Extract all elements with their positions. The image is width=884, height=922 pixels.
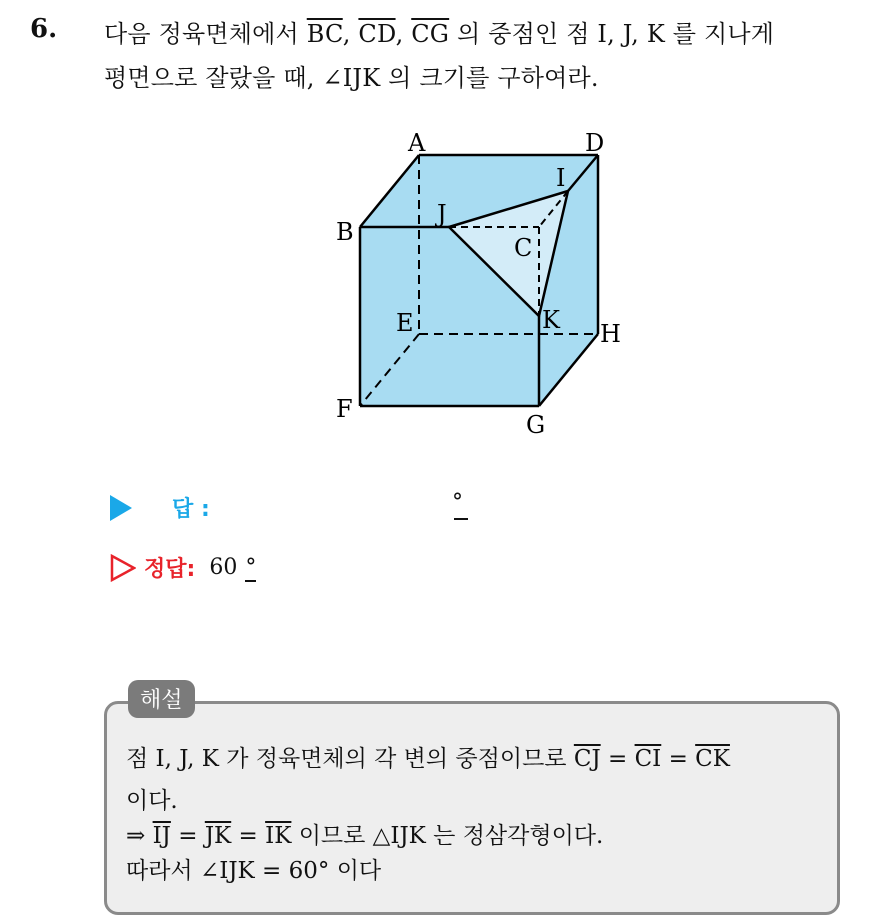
solution-line-3: ⇒ $\overline{IJ} = \overline{JK} = \overline{IK}$ 이므로 △IJK 는 정삼각형이다.	[126, 823, 604, 849]
solution-line-1: 점 I, J, K 가 정육면체의 각 변의 중점이므로 $\overline{CJ} = \overline{CI} = \overline{CK}$	[126, 746, 730, 772]
segment-cg: $\overline{CG}$	[411, 20, 450, 48]
answer-blank-underline	[454, 518, 468, 520]
label-e: E	[396, 309, 414, 337]
answer-label: 답 :	[172, 497, 210, 522]
correct-answer-row	[110, 552, 256, 583]
label-d: D	[585, 129, 605, 157]
question-line-2: 평면으로 잘랐을 때, ∠IJK 의 크기를 구하여라.	[104, 64, 599, 92]
question-line-1: 다음 정육면체에서 $\overline{BC}$, $\overline{CD}$, $\overline{CG}$ 의 중점인 점 I, J, K 를 지나게	[104, 20, 775, 48]
answer-row	[110, 492, 210, 523]
label-g: G	[526, 411, 546, 439]
play-filled-icon	[110, 495, 132, 521]
label-f: F	[336, 395, 353, 423]
label-c: C	[514, 234, 533, 262]
answer-unit: °	[452, 490, 463, 515]
label-i: I	[556, 164, 566, 192]
play-outline-icon	[110, 554, 136, 582]
label-h: H	[600, 320, 621, 348]
question-number: 6.	[30, 14, 58, 44]
cube-figure	[330, 125, 650, 445]
segment-cd: $\overline{CD}$	[358, 20, 396, 48]
label-a: A	[408, 129, 426, 157]
solution-line-4: 따라서 ∠IJK = 60° 이다	[126, 858, 382, 884]
solution-line-2: 이다.	[126, 788, 178, 814]
correct-answer-unit: °	[245, 555, 257, 580]
label-k: K	[542, 306, 560, 334]
segment-bc: $\overline{BC}$	[306, 20, 343, 48]
label-j: J	[437, 200, 447, 228]
label-b: B	[336, 218, 354, 246]
correct-answer-label: 정답:	[144, 557, 196, 582]
solution-tag: 해설	[128, 680, 195, 718]
correct-answer-value: 60	[209, 555, 238, 580]
